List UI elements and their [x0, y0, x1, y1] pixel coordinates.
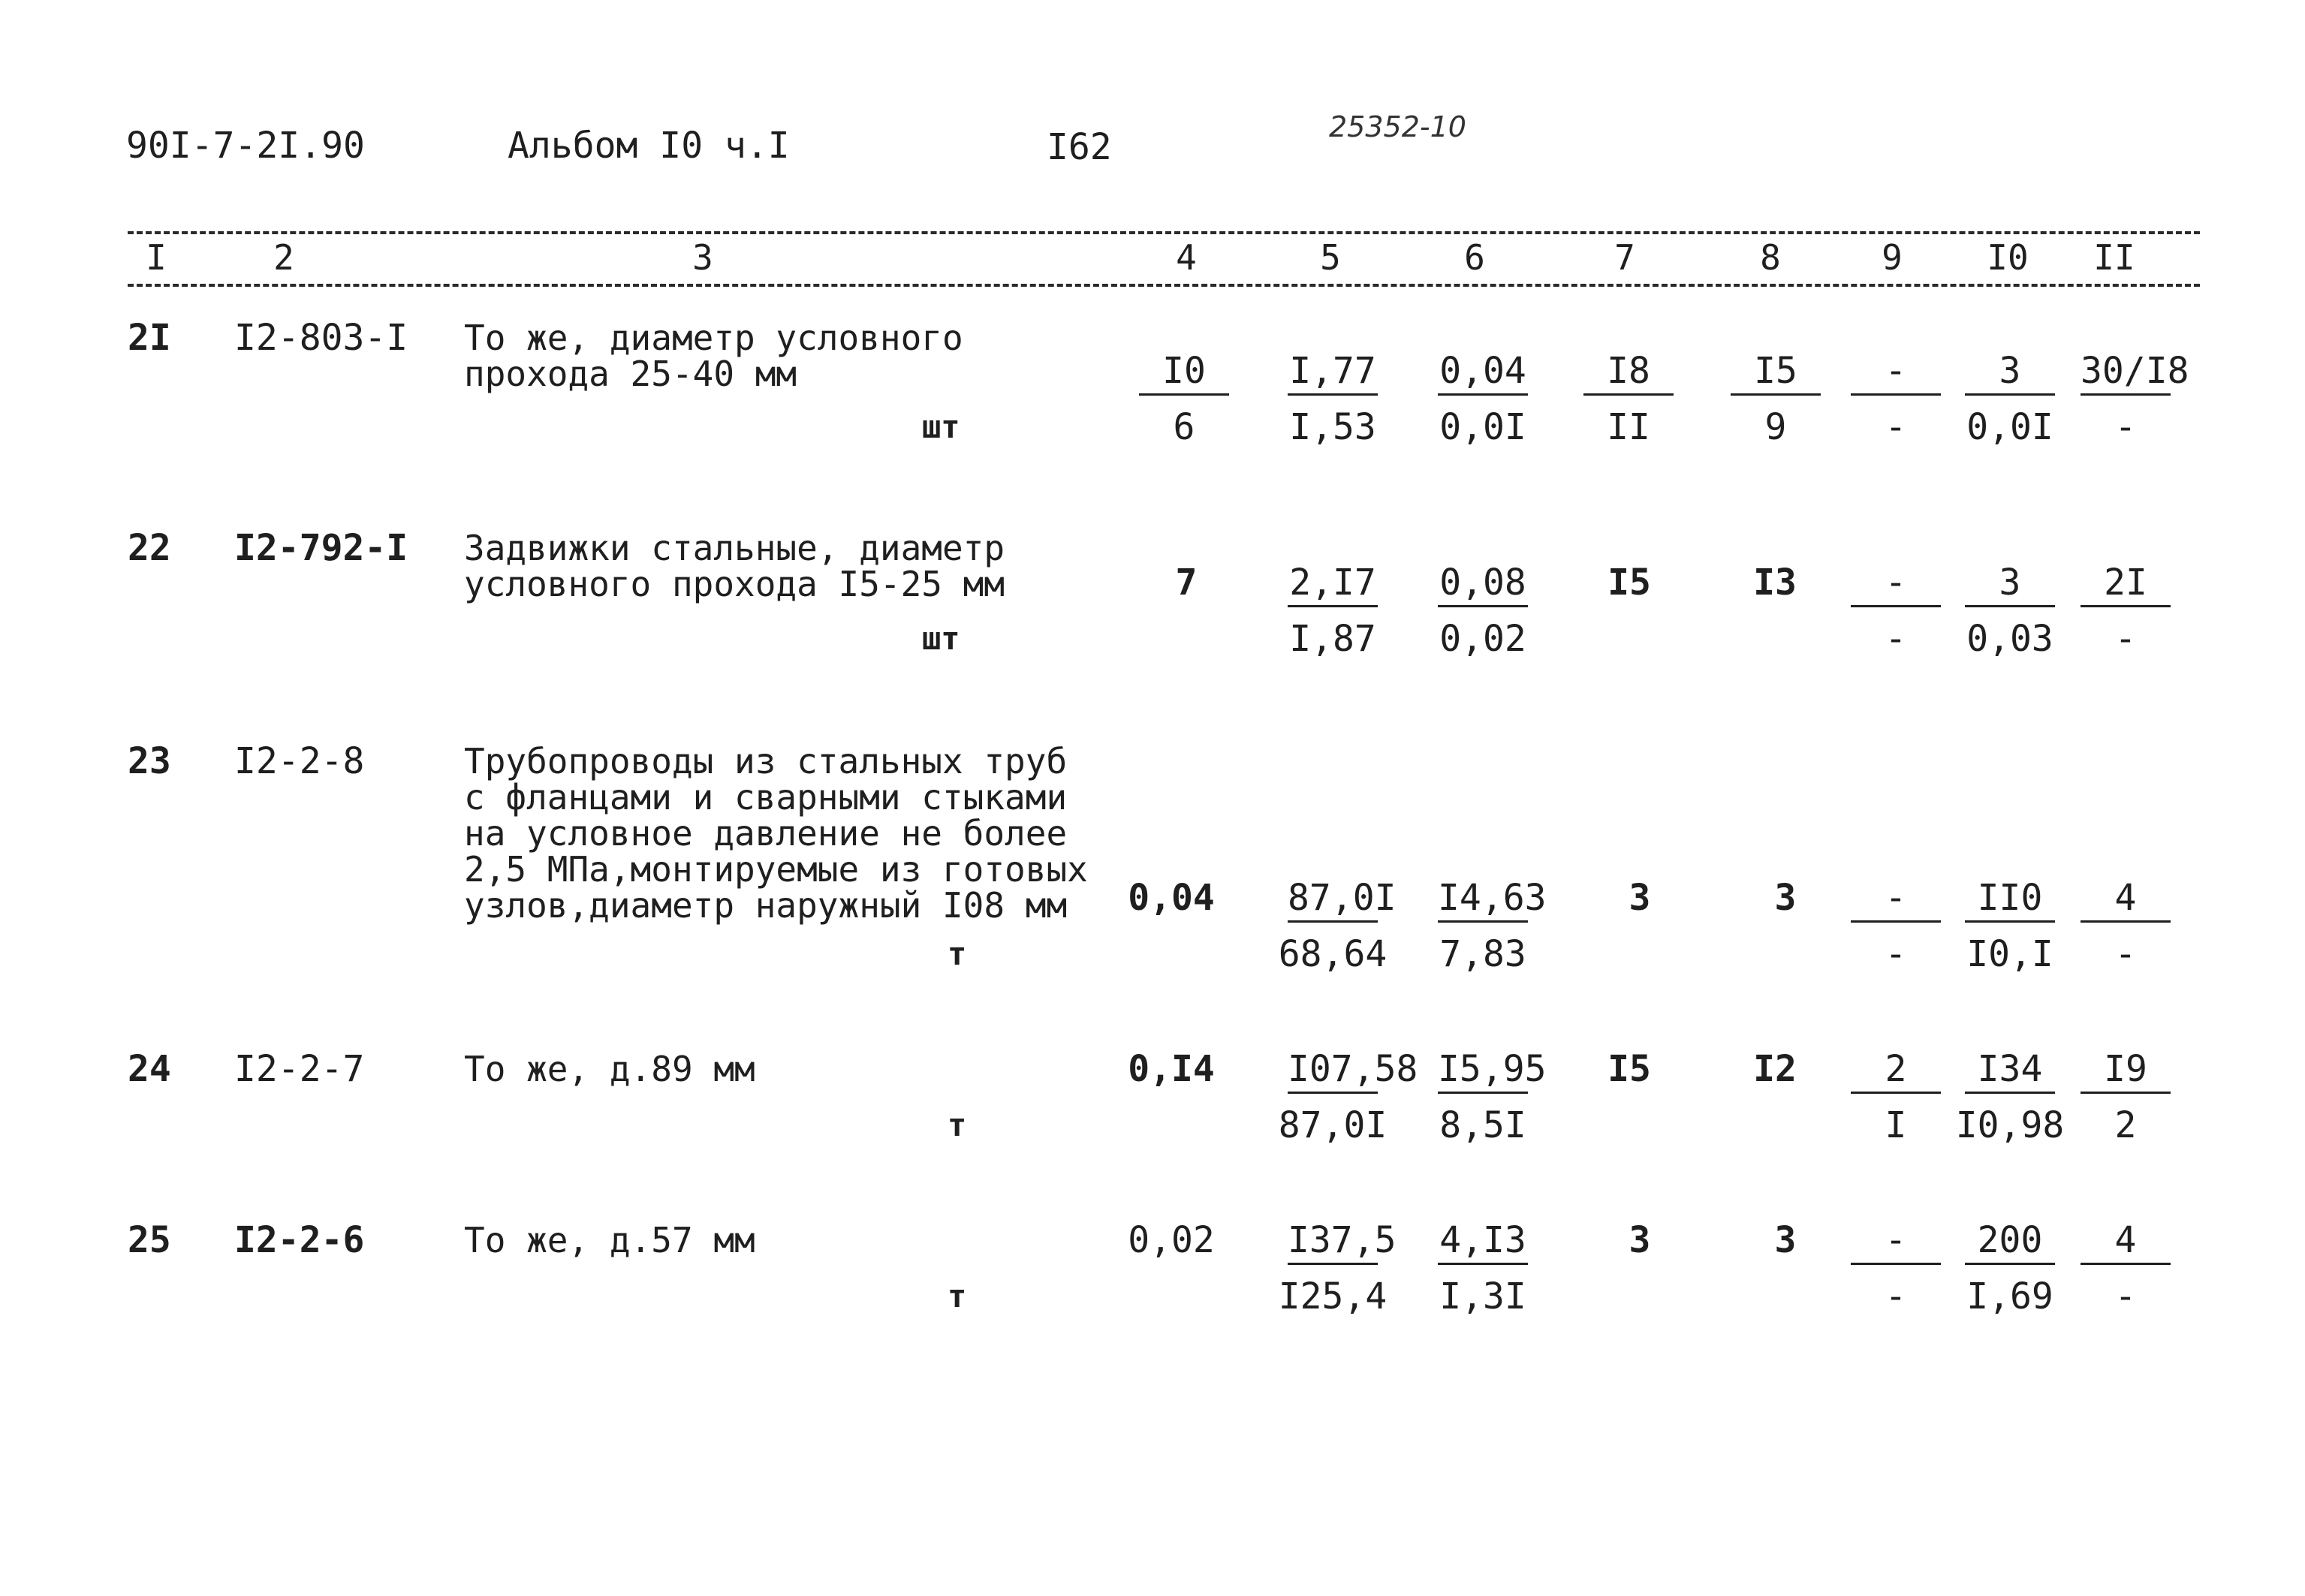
cell-col9: - - [1824, 880, 1967, 972]
row-number: 24 [128, 1048, 171, 1090]
cell-col10: $\frac{3}{0,03}$ [1939, 565, 2081, 657]
cell-col9: - - [1824, 1222, 1967, 1314]
cell-col9: $\frac{2}{I}$ [1824, 1051, 1967, 1143]
row-description: Трубопроводы из стальных труб с фланцами и сварными стыками на условное давление не более 2,5 МПа,монтируемые из готовых узлов,диаметр наружный I08 мм [464, 741, 1088, 926]
cell-col4: 0,I4 [1128, 1048, 1215, 1090]
column-header-4: 4 [1176, 237, 1197, 278]
cell-col5: $\frac{I,77}{I,53}$ [1261, 353, 1404, 445]
cell-col11: 4 - [2054, 1222, 2197, 1314]
cell-col10: $\frac{II0}{I0,I}$ [1939, 880, 2081, 972]
cell-col8: I3 [1753, 562, 1797, 604]
row-unit: шт [922, 620, 960, 657]
header-dashed-line-top [128, 231, 2200, 234]
cell-col8: I2 [1753, 1048, 1797, 1090]
cell-col5: $\frac{2,I7}{I,87}$ [1261, 565, 1404, 657]
cell-col7: I5 [1607, 1048, 1651, 1090]
row-code: I2-803-I [234, 317, 408, 359]
column-header-2: 2 [273, 237, 294, 278]
cell-col5: $\frac{87,0I}{68,64}$ [1278, 877, 1397, 975]
album-label: Альбом I0 ч.I [508, 125, 790, 167]
cell-col6: $\frac{I5,95}{8,5I}$ [1438, 1048, 1547, 1146]
page-number: I62 [1047, 126, 1112, 168]
cell-col4: 7 [1175, 562, 1198, 604]
cell-col7: I5 [1607, 562, 1651, 604]
cell-col4: 0,02 [1128, 1219, 1215, 1261]
cell-col6: $\frac{0,08}{0,02}$ [1412, 565, 1554, 657]
cell-col11: $\frac{I9}{2}$ [2054, 1051, 2197, 1143]
cell-col9: - - [1824, 565, 1967, 657]
row-description: Задвижки стальные, диаметр условного прохода I5-25 мм [464, 528, 1005, 604]
document-code: 90I-7-2I.90 [126, 125, 365, 167]
cell-col6: $\frac{4,I3}{I,3I}$ [1412, 1222, 1554, 1314]
cell-col4: 0,04 [1128, 877, 1215, 919]
header-dashed-line-bottom [128, 284, 2200, 287]
row-number: 2I [128, 317, 171, 359]
column-header-8: 8 [1760, 237, 1781, 278]
cell-col5: $\frac{I07,58}{87,0I}$ [1278, 1048, 1418, 1146]
cell-col8: $\frac{I5}{9}$ [1704, 353, 1847, 445]
cell-col11: 4 - [2054, 880, 2197, 972]
cell-col7: 3 [1629, 1219, 1651, 1261]
row-description: То же, д.57 мм [464, 1220, 755, 1260]
cell-col10: $\frac{200}{I,69}$ [1939, 1222, 2081, 1314]
cell-col8: 3 [1774, 877, 1797, 919]
handwritten-number: 25352-10 [1329, 110, 1466, 143]
cell-col4: $\frac{I0}{6}$ [1113, 353, 1255, 445]
cell-col7: 3 [1629, 877, 1651, 919]
row-unit: т [948, 1107, 967, 1143]
column-header-5: 5 [1320, 237, 1341, 278]
cell-col11: 30/I8 - [2081, 350, 2189, 448]
cell-col9: - - [1824, 353, 1967, 445]
cell-col10: $\frac{3}{0,0I}$ [1939, 353, 2081, 445]
column-header-3: 3 [692, 237, 713, 278]
column-header-11: II [2093, 237, 2135, 278]
row-description: То же, д.89 мм [464, 1049, 755, 1089]
cell-col5: $\frac{I37,5}{I25,4}$ [1278, 1219, 1397, 1317]
column-header-9: 9 [1882, 237, 1903, 278]
cell-col11: 2I - [2054, 565, 2197, 657]
row-code: I2-2-6 [234, 1219, 365, 1261]
cell-col6: $\frac{I4,63}{7,83}$ [1438, 877, 1547, 975]
column-header-1: I [146, 237, 167, 278]
row-description: То же, диаметр условного прохода 25-40 мм [464, 318, 963, 394]
cell-col10: $\frac{I34}{I0,98}$ [1955, 1048, 2065, 1146]
row-number: 23 [128, 740, 171, 782]
cell-col7: $\frac{I8}{II}$ [1557, 353, 1700, 445]
row-unit: шт [922, 408, 960, 445]
row-unit: т [948, 935, 967, 972]
cell-col6: $\frac{0,04}{0,0I}$ [1412, 353, 1554, 445]
row-number: 22 [128, 527, 171, 569]
column-header-10: I0 [1987, 237, 2029, 278]
row-code: I2-792-I [234, 527, 408, 569]
row-code: I2-2-7 [234, 1048, 365, 1090]
column-header-7: 7 [1614, 237, 1635, 278]
row-unit: т [948, 1278, 967, 1314]
row-code: I2-2-8 [234, 740, 365, 782]
row-number: 25 [128, 1219, 171, 1261]
column-header-6: 6 [1464, 237, 1485, 278]
cell-col8: 3 [1774, 1219, 1797, 1261]
